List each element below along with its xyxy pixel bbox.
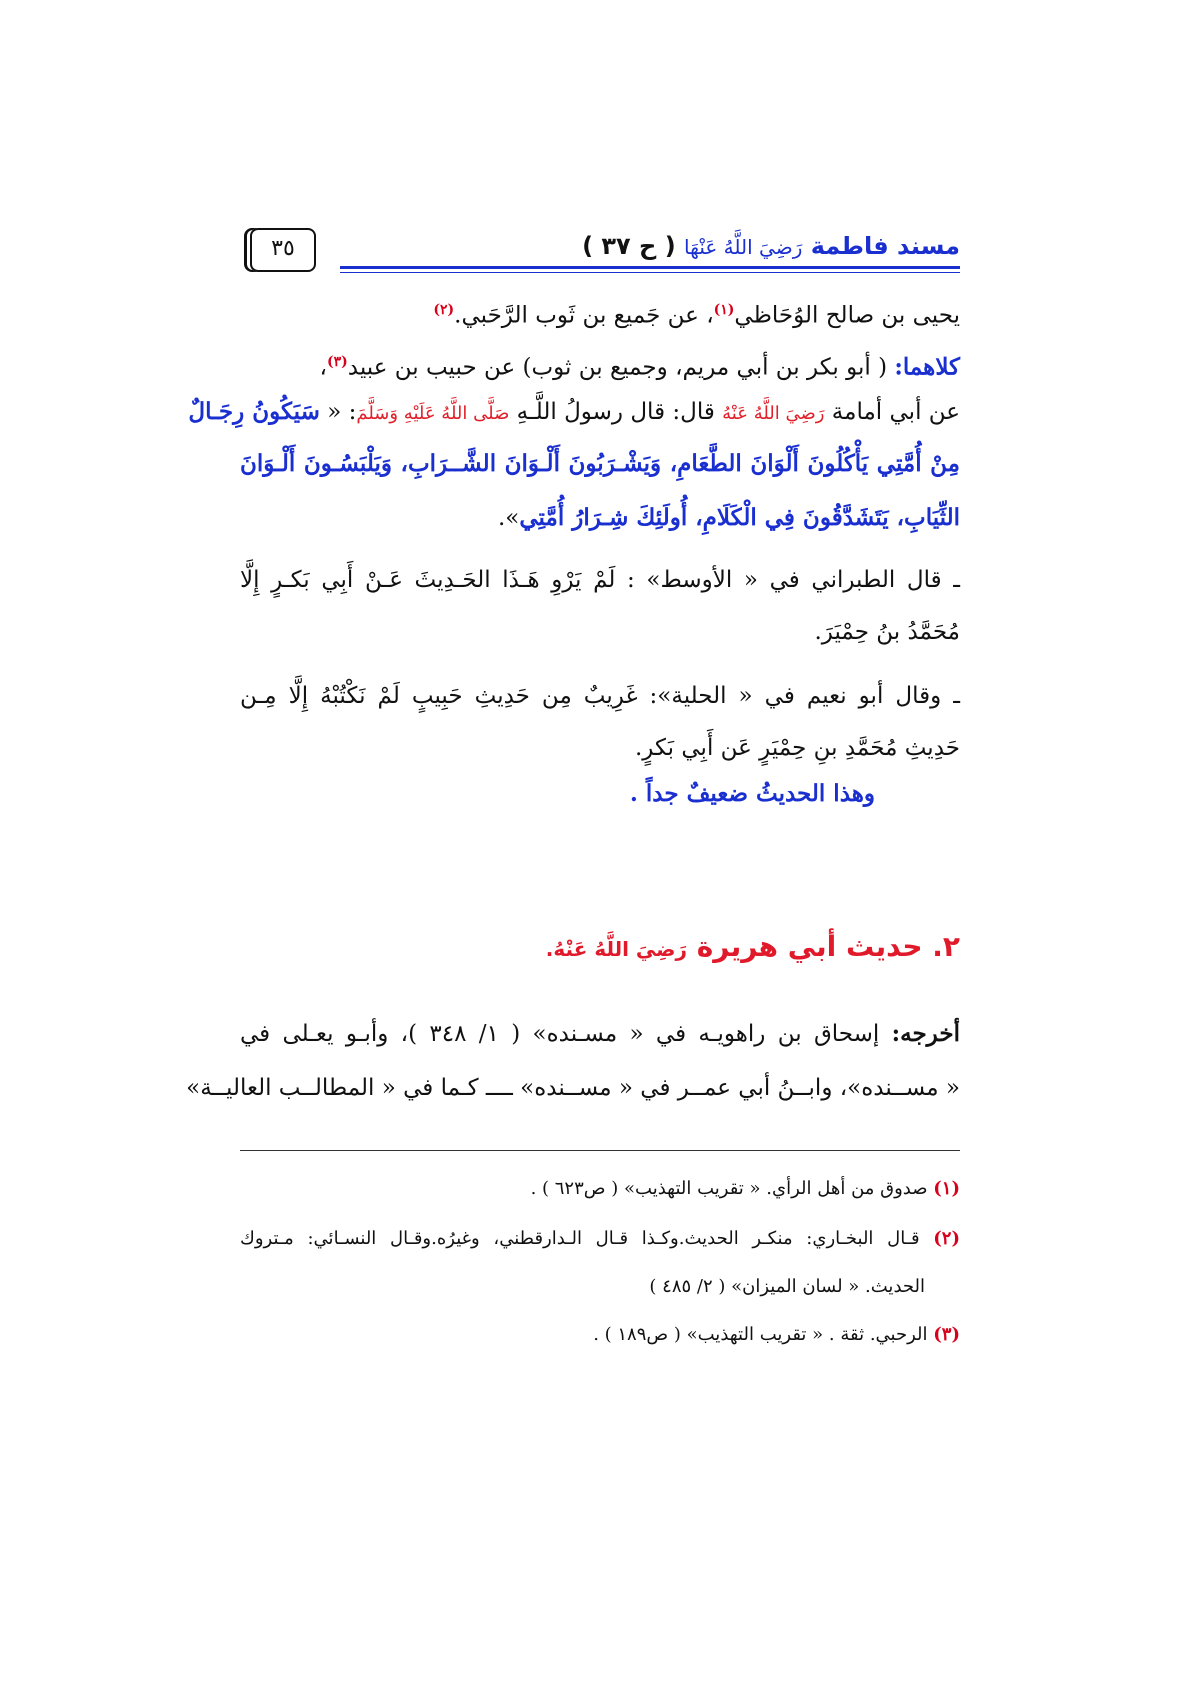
body-line-6: ـ قال الطبراني في « الأوسط» : لَمْ يَرْوِ هَـذَا الحَـدِيثَ عَـنْ أَبِي بَكـرٍ إِلَّا — [240, 567, 960, 593]
header-rule-thin — [340, 272, 960, 273]
text: عن أبي أمامة — [824, 399, 960, 425]
section-honorific: رَضِيَ اللَّهُ عَنْهُ. — [545, 937, 688, 961]
footnote-separator — [240, 1150, 960, 1151]
takhrij-label: أخرجه: — [891, 1020, 960, 1047]
salla-honorific: صَلَّى اللَّهُ عَلَيْهِ وَسَلَّمَ — [356, 403, 510, 424]
takhrij-line-2: « مســنده»، وابــنُ أبي عمــر في « مســنده» ــــ كـما في « المطالــب العاليــة» — [186, 1075, 960, 1101]
footnote-1 — [240, 1172, 960, 1206]
body-line-5 — [240, 498, 960, 538]
header-ref: ( ح ٣٧ ) — [582, 232, 676, 260]
page-number: ٣٥ — [271, 236, 295, 261]
text: ، عن جَميع بن ثَوب الرَّحَبي. — [454, 302, 714, 329]
page-number-box — [250, 228, 316, 272]
honorific: رَضِيَ اللَّهُ عَنْهُ — [722, 403, 825, 424]
takhrij-line-1 — [240, 1014, 960, 1054]
section-heading — [546, 930, 960, 963]
body-line-7: مُحَمَّدُ بنُ حِمْيَرَ. — [814, 619, 960, 645]
body-line-8: ـ وقال أبو نعيم في « الحلية»: غَرِيبٌ مِن حَدِيثِ حَبِيبٍ لَمْ نَكْتُبْهُ إِلَّا مِـن — [240, 683, 960, 709]
footnote-text: الحديث. « لسان الميزان» ( ٢/ ٤٨٥ ) — [649, 1276, 925, 1297]
body-line-2 — [240, 342, 960, 388]
header-rule — [340, 266, 960, 269]
label-kilahuma: كلاهما: — [894, 353, 960, 381]
footnote-ref-3[interactable]: (٣) — [326, 354, 348, 370]
text: إسحاق بن راهويـه في « مسـنده» ( ١/ ٣٤٨ )، وأبـو يعـلى في — [240, 1021, 892, 1047]
footnote-number: (١) — [933, 1178, 960, 1199]
body-line-4: مِنْ أُمَّتِي يَأْكُلُونَ أَلْوَانَ الطَّعَامِ، وَيَشْـرَبُونَ أَلْـوَانَ الشَّــرَابِ، وَيَلْبَسُـونَ أَلْـوَانَ — [240, 450, 960, 477]
footnote-ref-1[interactable]: (١) — [713, 302, 735, 318]
footnote-text: صدوق من أهل الرأي. « تقريب التهذيب» ( ص٦٢٣ ) . — [530, 1178, 928, 1199]
body-line-3 — [188, 392, 960, 434]
footnote-2 — [240, 1222, 960, 1256]
header-title: مسند فاطمة — [810, 232, 960, 260]
footnote-number: (٢) — [933, 1228, 960, 1249]
footnote-number: (٣) — [933, 1324, 960, 1345]
text: قال: قال رسولُ اللَّـهِ — [509, 399, 723, 425]
hadith-text: سَيَكُونُ رِجَـالٌ — [188, 398, 320, 425]
text: : « — [319, 399, 357, 425]
running-header — [582, 232, 960, 260]
footnote-ref-2[interactable]: (٢) — [433, 302, 455, 318]
body-line-9: حَدِيثِ مُحَمَّدِ بنِ حِمْيَرٍ عَن أَبِي بَكرٍ. — [634, 735, 960, 761]
text: ( أبو بكر بن أبي مريم، وجميع بن ثوب) عن حبيب بن عبيد — [347, 354, 895, 381]
ruling-line: وهذا الحديثُ ضعيفٌ جداً . — [629, 780, 875, 807]
text: ». — [498, 505, 520, 531]
footnote-2-cont — [240, 1270, 925, 1304]
section-title: حديث أبي هريرة — [696, 930, 923, 963]
body-line-1 — [240, 290, 960, 336]
footnote-3 — [240, 1318, 960, 1352]
text: يحيى بن صالح الوُحَاظي — [734, 302, 960, 329]
section-number: ٢. — [932, 930, 960, 963]
footnote-text: الرحبي. ثقة . « تقريب التهذيب» ( ص١٨٩ ) . — [593, 1324, 928, 1345]
hadith-text: الثِّيَابِ، يَتَشَدَّقُونَ فِي الْكَلَامِ، أُولَئِكَ شِـرَارُ أُمَّتِي — [519, 504, 960, 531]
footnote-text: قـال البخـاري: منكـر الحديث.وكـذا قـال الـدارقطني، وغيرُه.وقـال النسـائي: مـتروك — [240, 1228, 920, 1249]
header-honorific: رَضِيَ اللَّهُ عَنْهَا — [684, 235, 803, 259]
text: ، — [319, 354, 327, 381]
